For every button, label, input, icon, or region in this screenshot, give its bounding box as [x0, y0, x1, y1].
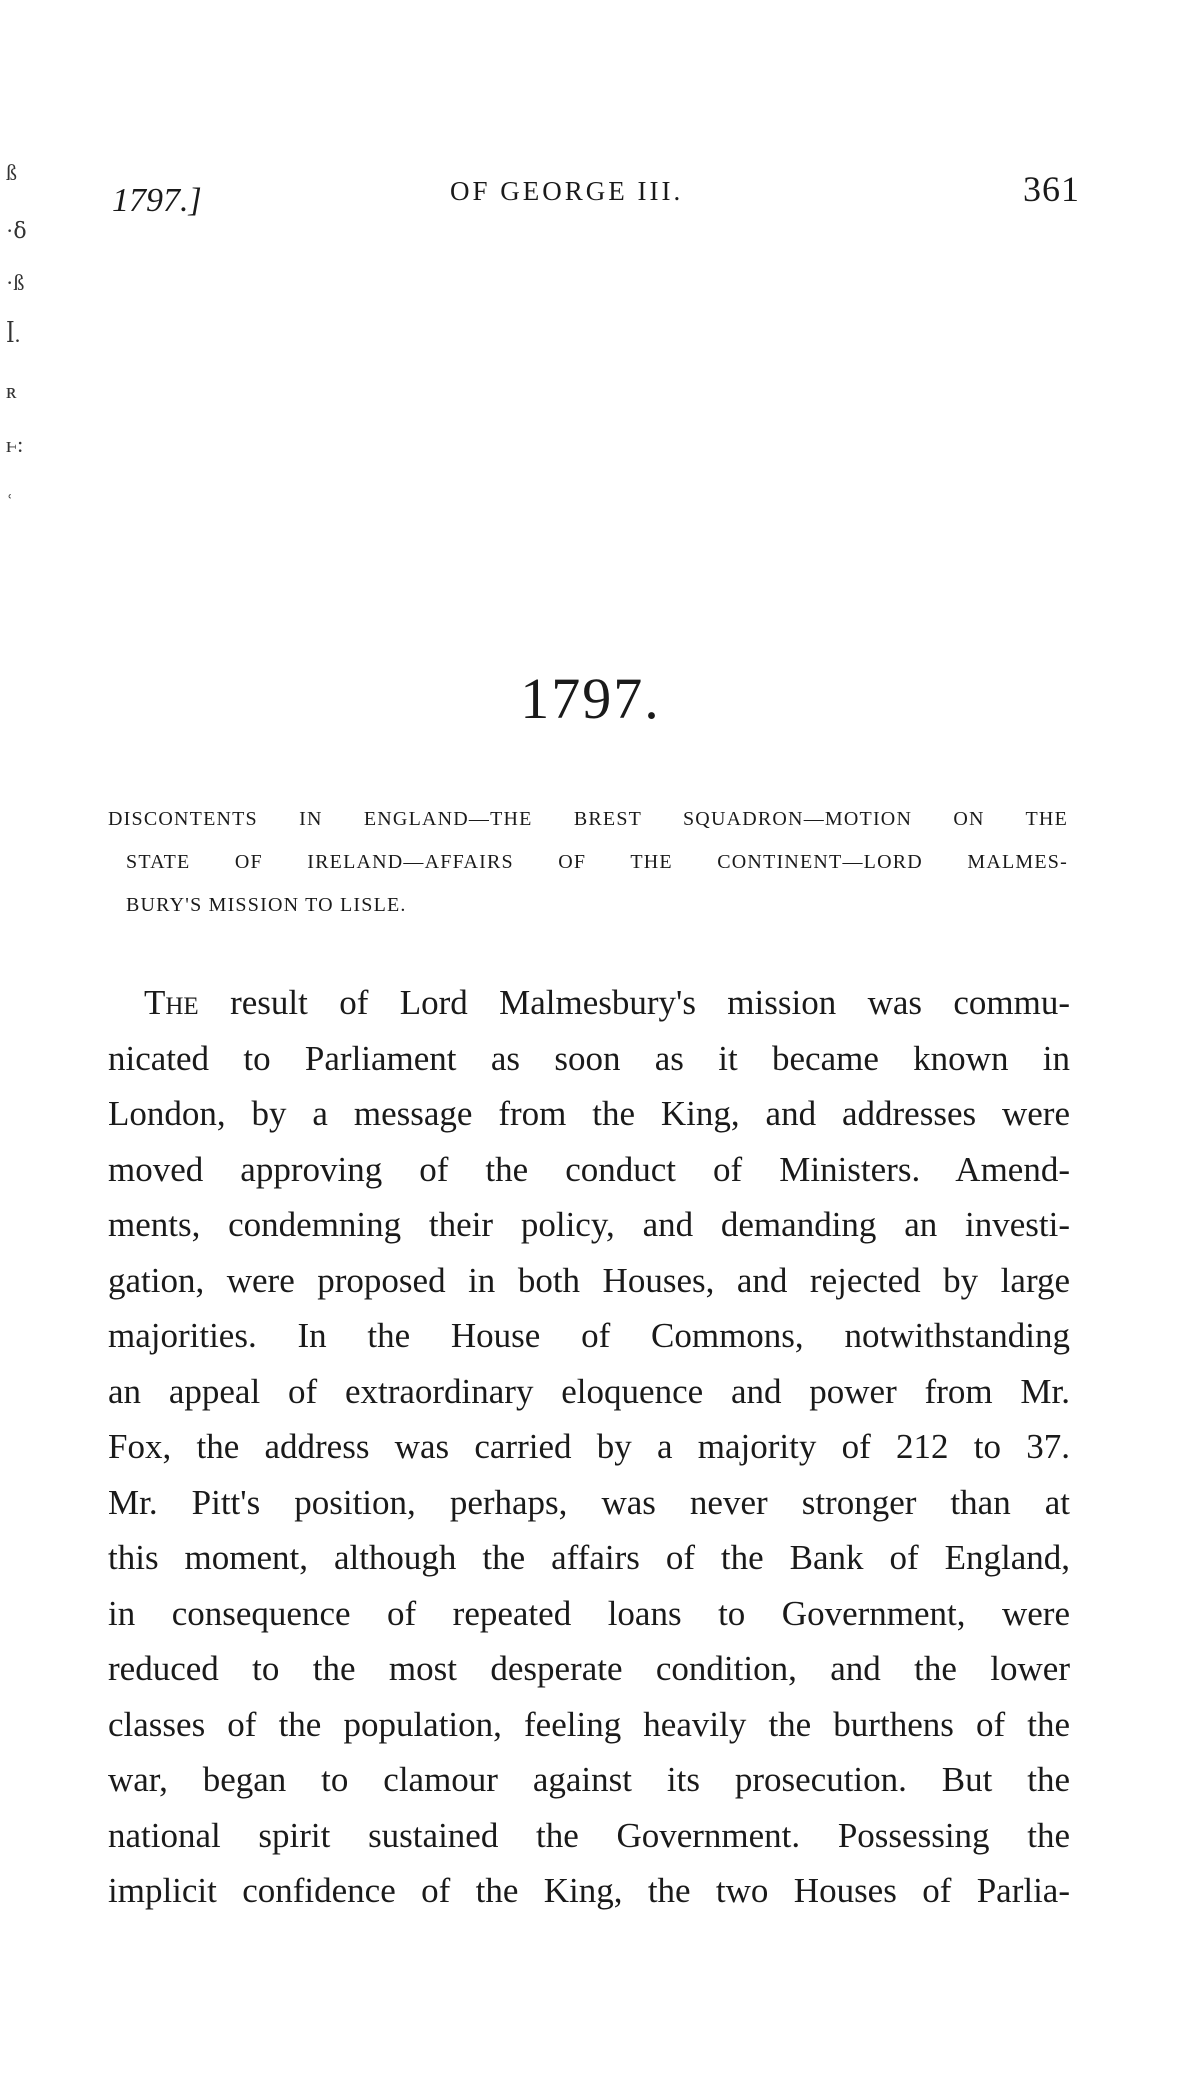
first-line-text: result of Lord Malmesbury's mission was commu- [198, 983, 1070, 1022]
body-line: Mr. Pitt's position, perhaps, was never stronger than at [108, 1482, 1070, 1522]
margin-fragment: ·ẟ [6, 218, 27, 243]
body-line: implicit confidence of the King, the two Houses of Parlia- [108, 1871, 1070, 1910]
body-line: reduced to the most desperate condition, and the lower [108, 1649, 1070, 1688]
summary-line: BURY'S MISSION TO LISLE. [126, 894, 407, 916]
margin-fragment: ʀ [6, 378, 17, 403]
margin-bleed-fragments [0, 160, 40, 560]
body-paragraph [108, 975, 1070, 1919]
body-line: classes of the population, feeling heavily the burthens of the [108, 1704, 1070, 1744]
body-line: in consequence of repeated loans to Government, were [108, 1593, 1070, 1633]
body-line: Fox, the address was carried by a majority of 212 to 37. [108, 1427, 1070, 1466]
chapter-year-heading: 1797. [520, 666, 661, 731]
margin-fragment: ꟾ. [6, 322, 21, 347]
body-line: national spirit sustained the Government. Possessing the [108, 1815, 1070, 1855]
header-title: OF GEORGE III. [450, 176, 684, 206]
page-number: 361 [1023, 169, 1080, 209]
running-header [110, 168, 1080, 228]
body-line [108, 975, 1070, 1031]
margin-fragment: ·ß [6, 270, 25, 295]
summary-line: DISCONTENTS IN ENGLAND—THE BREST SQUADRON—MOTION ON THE [108, 808, 1068, 830]
body-line: ments, condemning their policy, and demanding an investi- [108, 1205, 1070, 1244]
body-line: this moment, although the affairs of the Bank of England, [108, 1538, 1070, 1577]
header-year: 1797.] [112, 182, 202, 219]
body-line: London, by a message from the King, and addresses were [108, 1094, 1070, 1133]
summary-line: STATE OF IRELAND—AFFAIRS OF THE CONTINENT—LORD MALMES- [126, 851, 1068, 873]
drop-word: The [144, 983, 199, 1022]
margin-fragment: ⱶ: [6, 432, 24, 457]
margin-fragment: ʿ [6, 490, 14, 515]
body-line: nicated to Parliament as soon as it became known in [108, 1038, 1070, 1078]
body-line: war, began to clamour against its prosecution. But the [108, 1760, 1070, 1799]
chapter-summary [108, 798, 1068, 927]
body-line: majorities. In the House of Commons, notwithstanding [108, 1316, 1070, 1355]
margin-fragment: ß [6, 160, 17, 185]
body-line: moved approving of the conduct of Ministers. Amend- [108, 1149, 1070, 1189]
body-line: gation, were proposed in both Houses, and rejected by large [108, 1260, 1070, 1300]
body-line: an appeal of extraordinary eloquence and power from Mr. [108, 1371, 1070, 1411]
